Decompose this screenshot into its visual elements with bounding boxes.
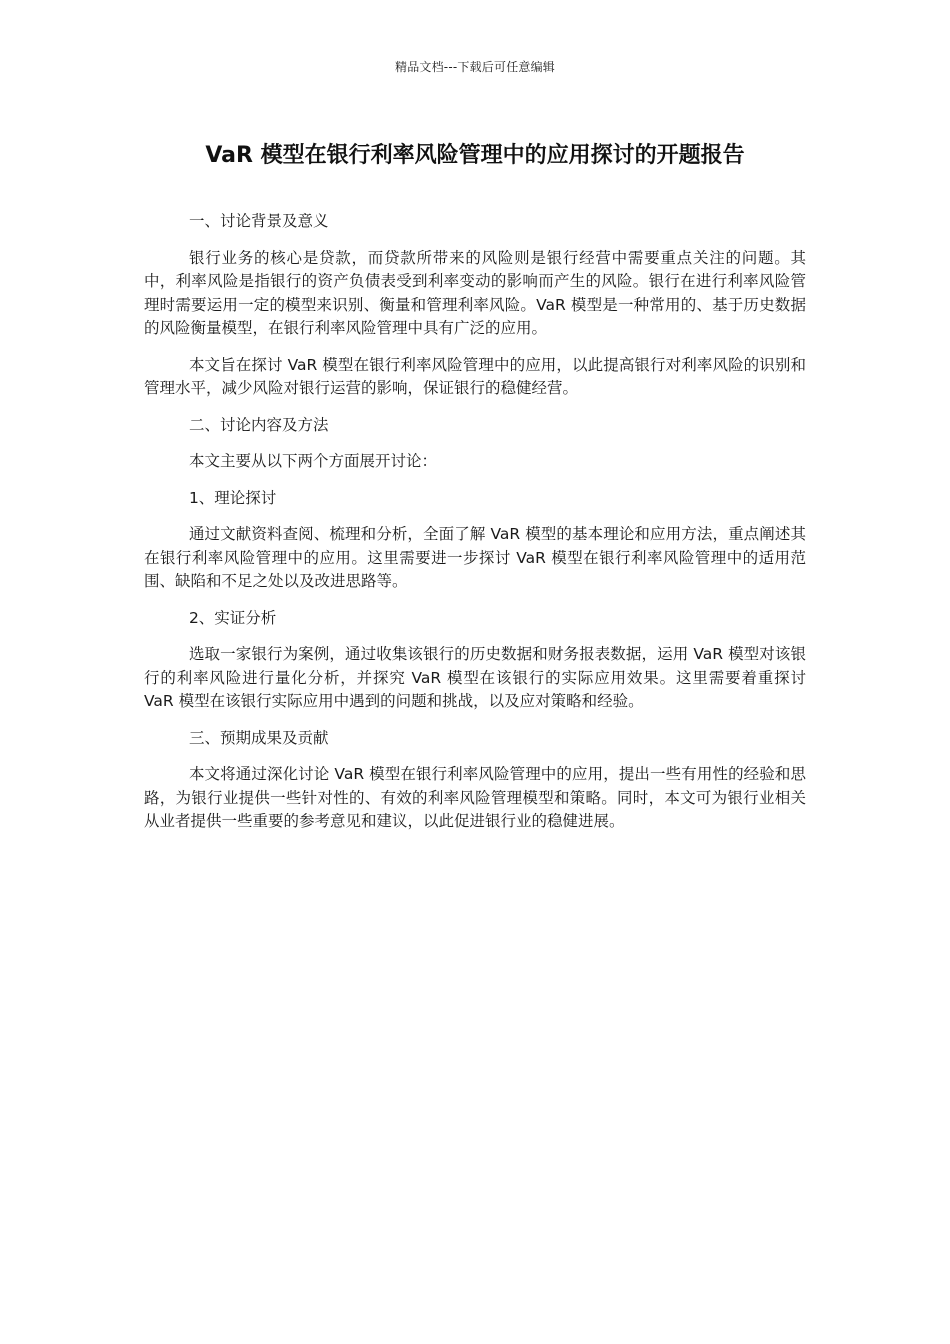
subheading-empirical: 2、实证分析	[188, 608, 277, 627]
paragraph-outcomes: 本文将通过深化讨论 VaR 模型在银行利率风险管理中的应用，提出一些有用性的经验和思路，为银行业提供一些针对性的、有效的利率风险管理模型和策略。同时，本文可为银行业相关从业者提供一些重要的参考意见和建议，以此促进银行业的稳健进展。	[144, 765, 806, 830]
section-heading-background: 一、讨论背景及意义	[188, 212, 329, 230]
section-heading-outcomes: 三、预期成果及贡献	[188, 728, 329, 747]
paragraph-background-1: 银行业务的核心是贷款，而贷款所带来的风险则是银行经营中需要重点关注的问题。其中，利率风险是指银行的资产负债表受到利率变动的影响而产生的风险。银行在进行利率风险管理时需要运用一定的模型来识别、衡量和管理利率风险。VaR 模型是一种常用的、基于历史数据的风险衡量模型，在银行利率风险管理中具有广泛的应用。	[144, 248, 806, 337]
paragraph-theory: 通过文献资料查阅、梳理和分析，全面了解 VaR 模型的基本理论和应用方法，重点阐述其在银行利率风险管理中的应用。这里需要进一步探讨 VaR 模型在银行利率风险管理中的适用范围、缺陷和不足之处以及改进思路等。	[144, 525, 806, 590]
paragraph-empirical: 选取一家银行为案例，通过收集该银行的历史数据和财务报表数据，运用 VaR 模型对该银行的利率风险进行量化分析，并探究 VaR 模型在该银行的实际应用效果。这里需要着重探讨 VaR 模型在该银行实际应用中遇到的问题和挑战，以及应对策略和经验。	[144, 645, 806, 710]
section-heading-content-methods: 二、讨论内容及方法	[188, 415, 329, 434]
document-body	[144, 210, 806, 847]
paragraph-content-intro: 本文主要从以下两个方面展开讨论：	[188, 452, 437, 470]
document-title: VaR 模型在银行利率风险管理中的应用探讨的开题报告	[205, 143, 745, 168]
paragraph-background-2: 本文旨在探讨 VaR 模型在银行利率风险管理中的应用，以此提高银行对利率风险的识别和管理水平，减少风险对银行运营的影响，保证银行的稳健经营。	[144, 355, 806, 397]
page-header-watermark: 精品文档---下载后可任意编辑	[395, 60, 555, 74]
subheading-theory: 1、理论探讨	[188, 488, 277, 507]
